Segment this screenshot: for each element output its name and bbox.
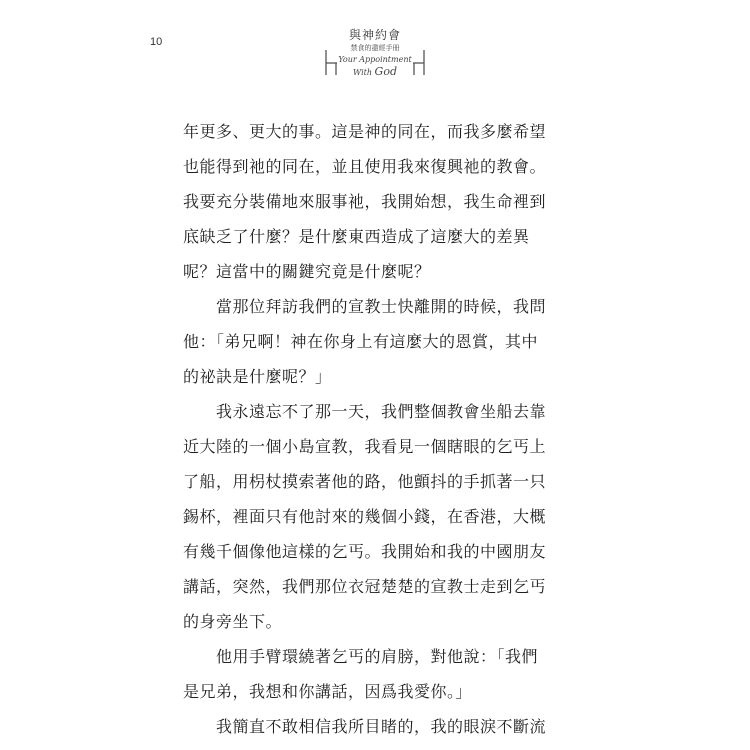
book-subtitle: 禁食的盡經手冊 (350, 44, 400, 52)
text-line: 講話，突然，我們那位衣冠楚楚的宣教士走到乞丐 (183, 577, 547, 596)
chair-right-icon (411, 50, 427, 76)
body-text (183, 114, 563, 744)
book-english-with: With (352, 68, 372, 77)
book-title: 與神約會 (348, 28, 401, 42)
text-line: 我永遠忘不了那一天，我們整個教會坐船去靠 (216, 402, 547, 421)
book-english-god: God (374, 65, 397, 78)
text-line: 錫杯，裡面只有他討來的幾個小錢，在香港，大概 (183, 507, 547, 526)
text-line: 了船，用枴杖摸索著他的路，他顫抖的手抓著一只 (183, 472, 547, 491)
text-line: 我簡直不敢相信我所目睹的，我的眼淚不斷流 (216, 717, 547, 736)
text-line: 的身旁坐下。 (183, 612, 283, 631)
text-line: 近大陸的一個小島宣教，我看見一個瞎眼的乞丐上 (183, 437, 547, 456)
text-line: 我要充分裝備地來服事祂，我開始想，我生命裡到 (183, 192, 547, 211)
running-header (315, 28, 435, 84)
text-line: 他：「弟兄啊！神在你身上有這麼大的恩賞，其中 (183, 332, 539, 351)
text-line: 年更多、更大的事。這是神的同在，而我多麼希望 (183, 122, 547, 141)
text-line: 底缺乏了什麼？是什麼東西造成了這麼大的差異 (183, 227, 530, 246)
text-line: 呢？這當中的關鍵究竟是什麼呢？ (183, 262, 431, 281)
text-line: 當那位拜訪我們的宣教士快離開的時候，我問 (216, 297, 547, 316)
page-number: 10 (150, 36, 163, 48)
text-line: 也能得到祂的同在，並且使用我來復興祂的教會。 (183, 157, 547, 176)
text-line: 他用手臂環繞著乞丐的肩膀，對他說：「我們 (216, 647, 539, 666)
text-line: 是兄弟，我想和你講話，因爲我愛你。」 (183, 682, 473, 701)
text-line: 有幾千個像他這樣的乞丐。我開始和我的中國朋友 (183, 542, 547, 561)
text-line: 的祕訣是什麼呢？」 (183, 367, 332, 386)
book-english-title-line1: Your Appointment (338, 55, 412, 64)
chair-left-icon (323, 50, 339, 76)
